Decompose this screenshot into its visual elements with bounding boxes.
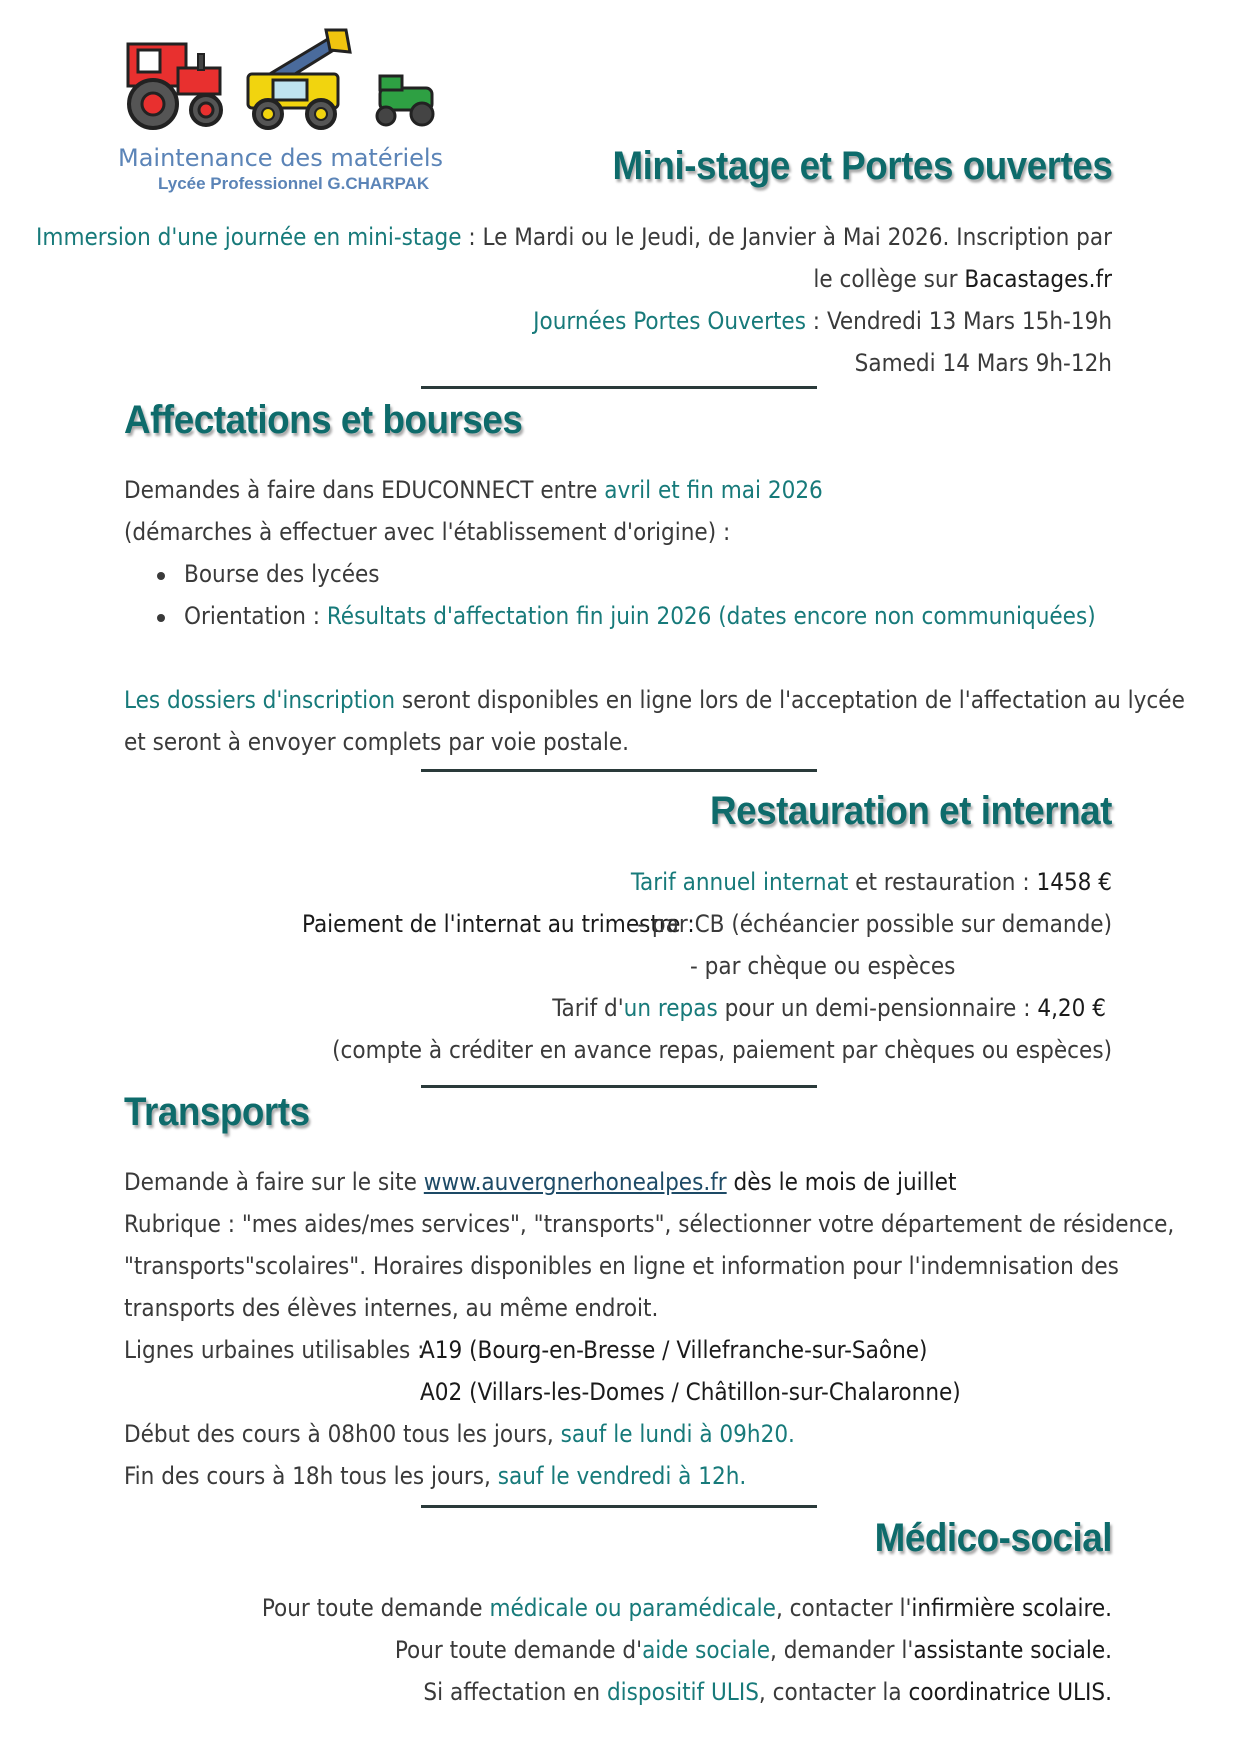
affectations-line1 <box>124 469 823 511</box>
section-title-ministage: Mini-stage et Portes ouvertes <box>612 144 1112 188</box>
medico-line2-a: Pour toute demande d' <box>394 1636 643 1664</box>
ligne-a02: A02 (Villars-les-Domes / Châtillon-sur-Chalaronne) <box>420 1378 961 1406</box>
ministage-inscription-line <box>813 258 1112 300</box>
dossiers-label: Les dossiers d'inscription <box>124 686 396 714</box>
repas-amount: 4,20 € <box>1037 994 1106 1022</box>
dossiers-text: seront disponibles en ligne lors de l'acceptation de l'affectation au lycée <box>395 686 1185 714</box>
fin-cours-exception: sauf le vendredi à 12h. <box>497 1462 747 1490</box>
immersion-label: Immersion d'une journée en mini-stage <box>36 223 462 251</box>
tractor-illustration-icon <box>118 26 498 136</box>
divider <box>421 386 817 389</box>
medico-medicale: médicale ou paramédicale <box>489 1594 776 1622</box>
section-title-transports: Transports <box>124 1090 310 1134</box>
transports-line1-a: Demande à faire sur le site <box>124 1168 424 1196</box>
logo-title: Maintenance des matériels <box>118 144 444 172</box>
bullet-orientation <box>184 595 1096 637</box>
medico-line3-c: , contacter la <box>758 1678 909 1706</box>
section-title-restauration: Restauration et internat <box>709 789 1112 833</box>
ligne-a19: A19 (Bourg-en-Bresse / Villefranche-sur-Saône) <box>420 1336 928 1364</box>
paiement-label: Paiement de l'internat au trimestre : <box>302 910 695 938</box>
repas-line <box>552 987 1106 1029</box>
bullet-icon <box>157 572 165 580</box>
affectations-dates: avril et fin mai 2026 <box>604 476 823 504</box>
medico-line3-a: Si affectation en <box>423 1678 607 1706</box>
jpo-line <box>533 300 1112 342</box>
debut-cours-line <box>124 1413 795 1455</box>
section-title-affectations: Affectations et bourses <box>124 398 523 442</box>
medico-line1-a: Pour toute demande <box>261 1594 490 1622</box>
transports-line3: "transports"scolaires". Horaires disponibles en ligne et information pour l'indemnisation des <box>124 1252 1119 1280</box>
logo-subtitle: Lycée Professionnel G.CHARPAK <box>158 174 430 193</box>
repas-text-c: pour un demi-pensionnaire : <box>717 994 1038 1022</box>
dossiers-line2: et seront à envoyer complets par voie postale. <box>124 728 630 756</box>
medico-line2-c: , demander l' <box>770 1636 914 1664</box>
tarif-text: et restauration : <box>848 868 1037 896</box>
debut-cours-text: Début des cours à 08h00 tous les jours, <box>124 1420 561 1448</box>
school-logo <box>118 26 498 196</box>
section-title-medico: Médico-social <box>874 1516 1112 1560</box>
jpo-date2: Samedi 14 Mars 9h-12h <box>854 349 1112 377</box>
bullet-bourse: Bourse des lycées <box>184 560 380 588</box>
transports-rubrique: Rubrique : "mes aides/mes services", "transports", sélectionner votre département de résidence, <box>124 1210 1175 1238</box>
bullet-icon <box>157 614 165 622</box>
tarif-amount: 1458 € <box>1036 868 1112 896</box>
repas-text-a: Tarif d' <box>552 994 624 1022</box>
transports-line4: transports des élèves internes, au même endroit. <box>124 1294 659 1322</box>
divider <box>421 1085 817 1088</box>
orientation-results: Résultats d'affectation fin juin 2026 (dates encore non communiquées) <box>326 602 1096 630</box>
tarif-internat-line <box>631 861 1112 903</box>
affectations-line1-text: Demandes à faire dans EDUCONNECT entre <box>124 476 605 504</box>
auvergnerhonealpes-link[interactable]: www.auvergnerhonealpes.fr <box>423 1168 727 1196</box>
debut-cours-exception: sauf le lundi à 09h20. <box>560 1420 795 1448</box>
ministage-immersion-line <box>36 216 1112 258</box>
paiement-cb: - par CB (échéancier possible sur demande) <box>637 910 1112 938</box>
repas-label: un repas <box>623 994 718 1022</box>
bacastages-text: Bacastages.fr <box>964 265 1112 293</box>
fin-cours-line <box>124 1455 746 1497</box>
tarif-label: Tarif annuel internat <box>630 868 849 896</box>
medico-infirmiere: infirmière scolaire. <box>911 1594 1112 1622</box>
medico-line1-c: , contacter l' <box>775 1594 912 1622</box>
lignes-label: Lignes urbaines utilisables : <box>124 1336 425 1364</box>
transports-line1-b: dès le mois de juillet <box>726 1168 957 1196</box>
jpo-date1: : Vendredi 13 Mars 15h-19h <box>805 307 1112 335</box>
medico-ulis: dispositif ULIS <box>606 1678 759 1706</box>
jpo-label: Journées Portes Ouvertes <box>533 307 806 335</box>
affectations-line2: (démarches à effectuer avec l'établissement d'origine) : <box>124 518 731 546</box>
dossiers-line1 <box>124 679 1185 721</box>
medico-line1 <box>262 1587 1112 1629</box>
transports-line1 <box>124 1161 956 1203</box>
medico-line2 <box>395 1629 1112 1671</box>
divider <box>421 769 817 772</box>
paiement-cheque: - par chèque ou espèces <box>690 952 956 980</box>
immersion-text: : Le Mardi ou le Jeudi, de Janvier à Mai 2026. Inscription par <box>461 223 1112 251</box>
compte-line: (compte à créditer en avance repas, paiement par chèques ou espèces) <box>332 1036 1112 1064</box>
immersion-text2: le collège sur <box>813 265 965 293</box>
medico-line3 <box>423 1671 1112 1713</box>
medico-aide-sociale: aide sociale <box>642 1636 770 1664</box>
divider <box>421 1505 817 1508</box>
medico-coordinatrice: coordinatrice ULIS. <box>908 1678 1112 1706</box>
orientation-label: Orientation : <box>184 602 327 630</box>
medico-assistante: assistante sociale. <box>913 1636 1112 1664</box>
fin-cours-text: Fin des cours à 18h tous les jours, <box>124 1462 498 1490</box>
